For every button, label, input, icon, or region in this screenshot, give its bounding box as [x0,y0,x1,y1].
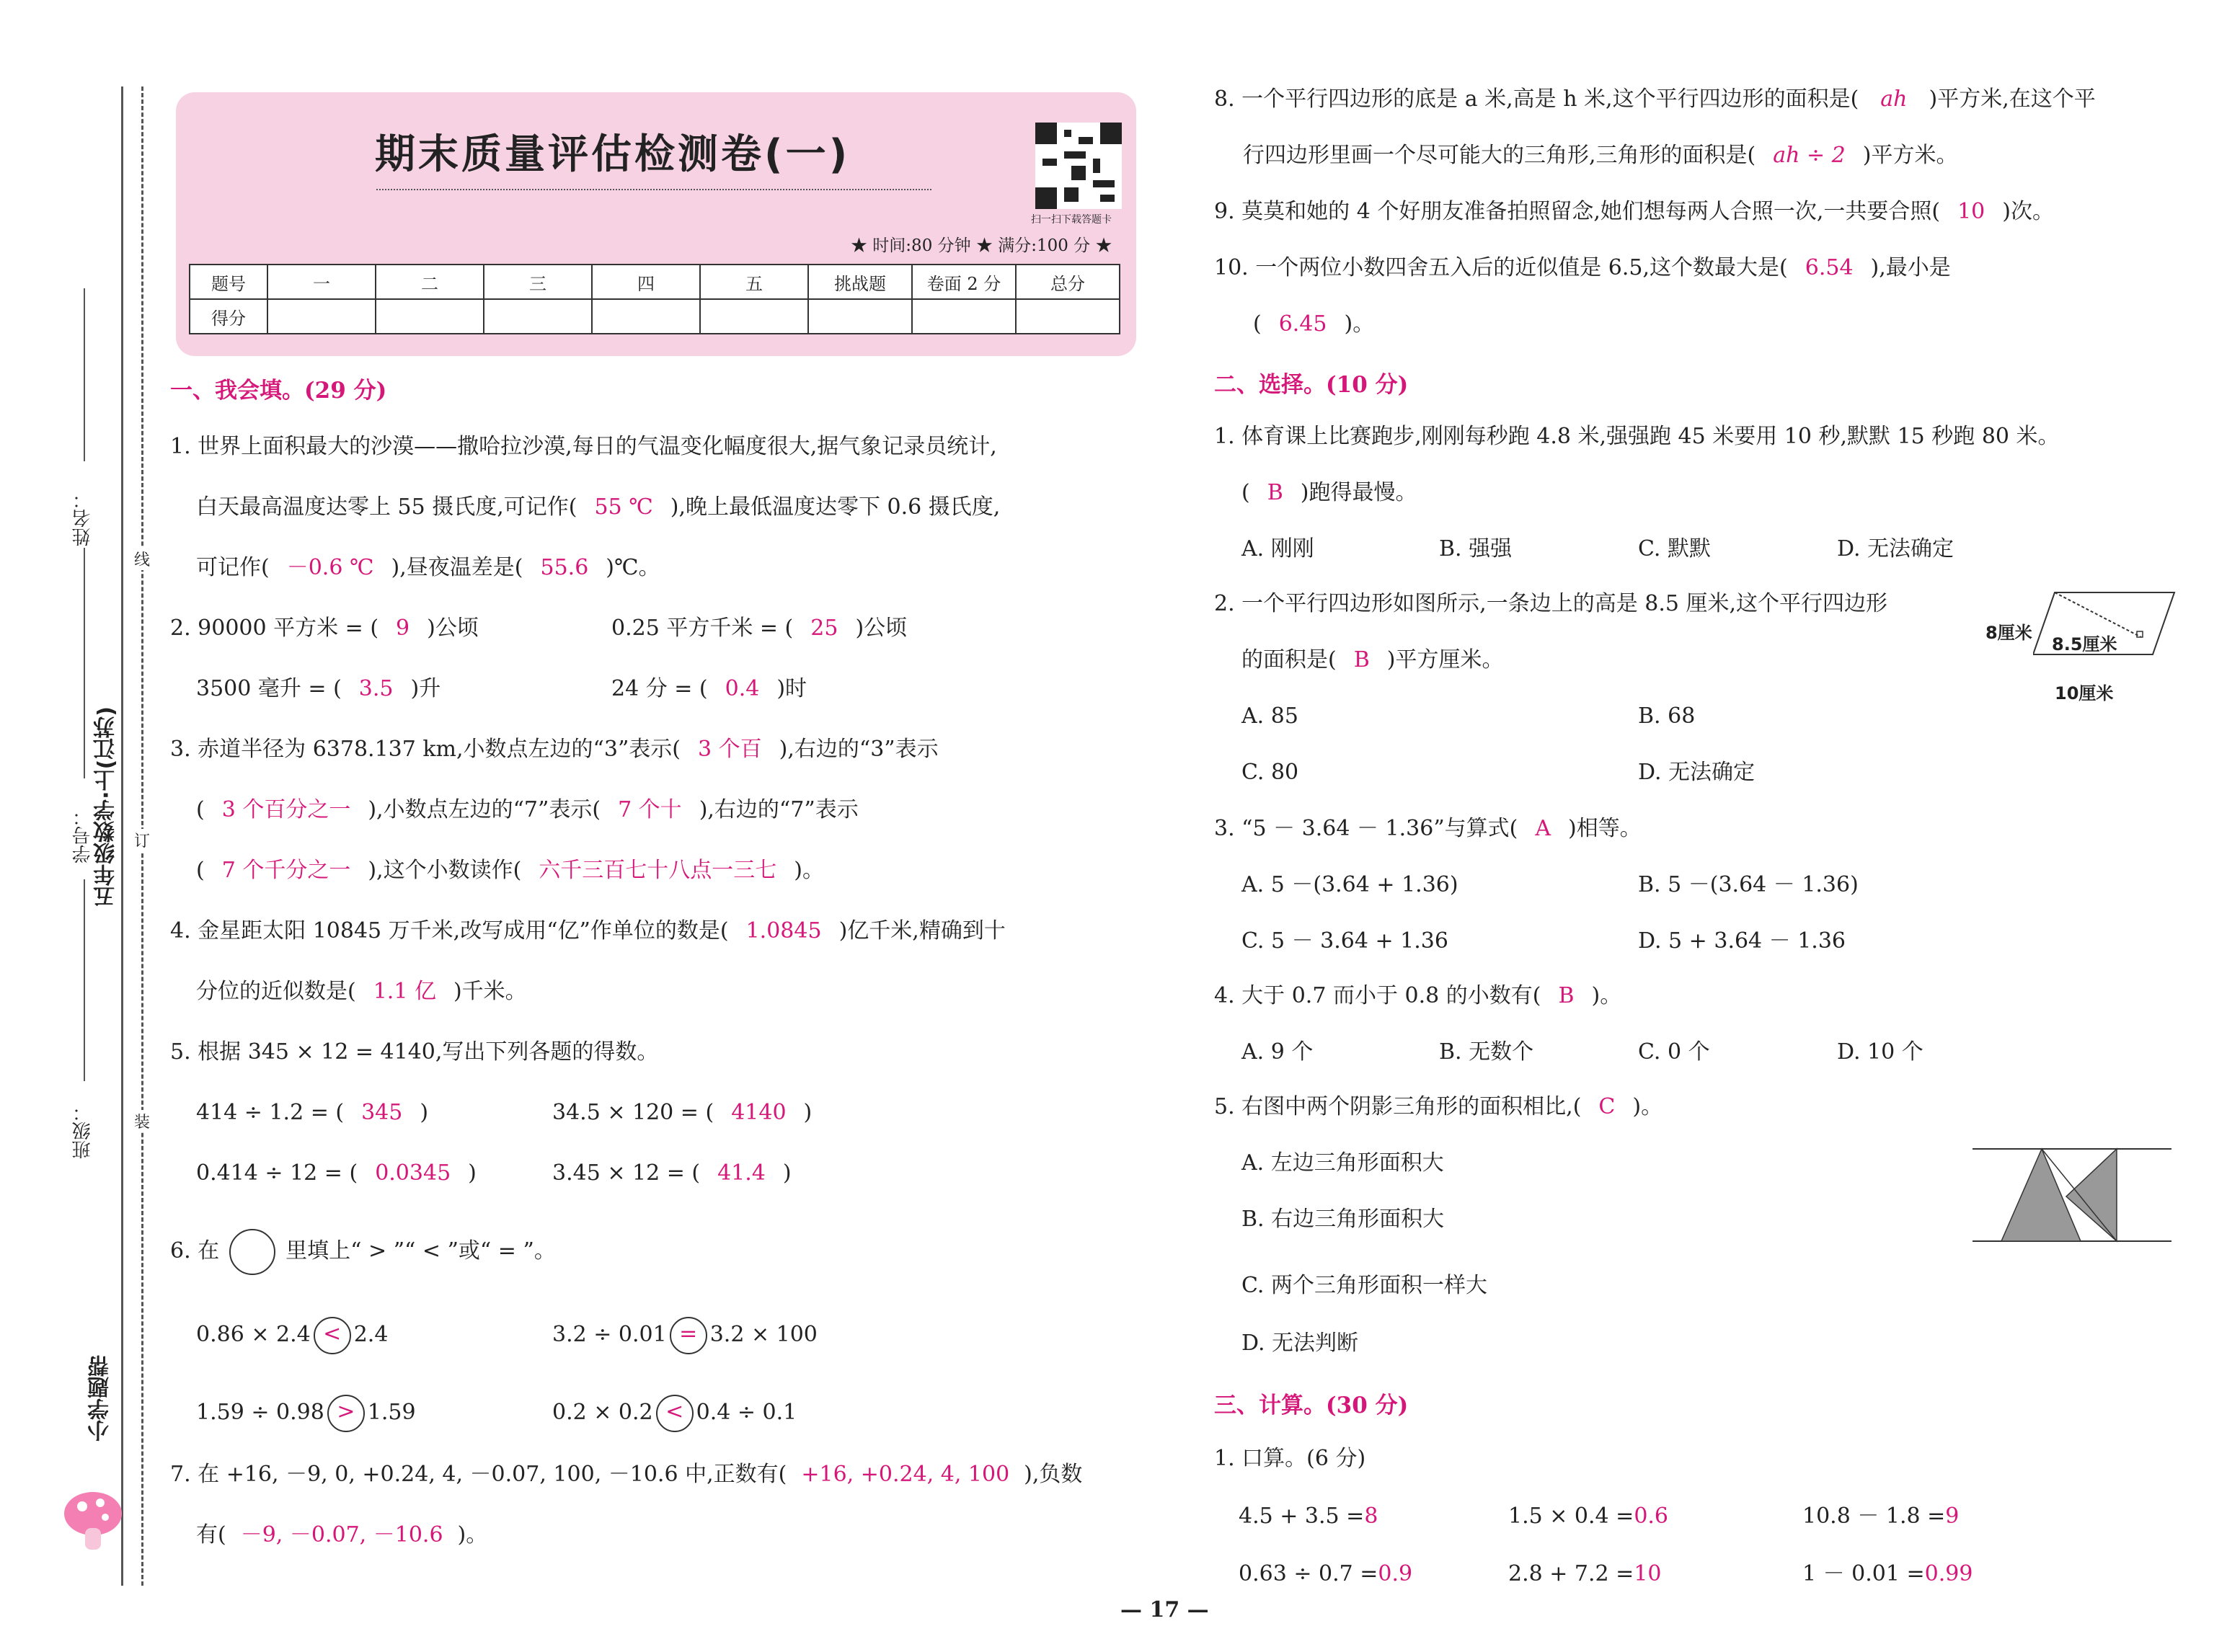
s2-q3-option-d[interactable]: D. 5 + 3.64 － 1.36 [1638,928,1846,954]
answer: 0.9 [1378,1561,1413,1586]
answer: 8 [1364,1504,1378,1529]
table-cell: 一 [267,265,376,299]
answer: 6.54 [1805,255,1854,280]
answer: B [1558,983,1575,1008]
answer: 10 [1957,199,1985,224]
table-cell: 挑战题 [808,265,912,299]
q5-line3a: 0.414 ÷ 12 = ( 0.0345 ) [196,1160,477,1186]
answer: 六千三百七十八点一三七 [539,858,777,883]
answer: 3.5 [358,676,394,701]
q5-line2b: 34.5 × 120 = ( 4140 ) [552,1100,813,1125]
table-cell: 四 [592,265,700,299]
s2-q3-line1: 3. “5 － 3.64 － 1.36”与算式( A )相等。 [1214,816,1642,841]
name-label: 姓名： [72,490,94,546]
s2-q1-line1: 1. 体育课上比赛跑步,刚刚每秒跑 4.8 米,强强跑 45 米要用 10 秒,默默 15 秒跑 80 米。 [1214,424,2060,449]
answer: 0.99 [1924,1561,1973,1586]
qr-code-icon[interactable] [1035,123,1122,209]
calc-item: 1.5 × 0.4 =0.6 [1508,1504,1669,1529]
table-cell: 卷面 2 分 [912,265,1016,299]
s2-q2-option-a[interactable]: A. 85 [1241,703,1298,729]
s2-q1-option-b[interactable]: B. 强强 [1439,536,1513,561]
class-label: 班级： [72,1103,94,1159]
s2-q2-option-d[interactable]: D. 无法确定 [1638,760,1756,785]
s2-q2-option-c[interactable]: C. 80 [1241,760,1299,785]
id-underline [84,548,85,778]
s2-q3-option-b[interactable]: B. 5 －(3.64 － 1.36) [1638,872,1859,897]
class-underline [84,879,85,1081]
q4-line2: 分位的近似数是( 1.1 亿 )千米。 [196,979,527,1004]
answer: 41.4 [717,1160,766,1186]
score-cell[interactable] [808,299,912,334]
answer: 9 [1945,1504,1960,1529]
table-cell: 三 [484,265,592,299]
answer: 3 个百分之一 [221,797,351,822]
q6-line3b: 0.2 × 0.2 < 0.4 ÷ 0.1 [552,1393,797,1433]
page-title: 期末质量评估检测卷(一) [375,131,851,178]
score-cell[interactable] [1016,299,1120,334]
calc-item: 0.63 ÷ 0.7 =0.9 [1239,1561,1413,1586]
s2-q4-option-a[interactable]: A. 9 个 [1241,1039,1314,1065]
s2-q4-option-d[interactable]: D. 10 个 [1837,1039,1923,1065]
q6-line2a: 0.86 × 2.4 < 2.4 [196,1315,388,1355]
cut-mark-3: 装 [134,1110,150,1132]
table-cell: 五 [700,265,808,299]
qr-caption: 扫一扫下载答题卡 [1031,214,1112,226]
s2-q1-option-a[interactable]: A. 刚刚 [1241,536,1314,561]
q9-line1: 9. 莫莫和她的 4 个好朋友准备拍照留念,她们想每两人合照一次,一共要合照( 10 )次。 [1214,199,2054,224]
s2-q2-line2: 的面积是( B )平方厘米。 [1241,647,1504,672]
q3-line3: ( 7 个千分之一 ),这个小数读作( 六千三百七十八点一三七 )。 [196,858,825,883]
s2-q5-option-a[interactable]: A. 左边三角形面积大 [1241,1150,1444,1176]
s2-q3-option-a[interactable]: A. 5 －(3.64 + 1.36) [1241,872,1458,897]
answer: 25 [810,616,838,641]
answer: 0.4 [725,676,760,701]
s2-q5-option-b[interactable]: B. 右边三角形面积大 [1241,1207,1445,1232]
name-underline [84,288,85,461]
s2-q2-option-b[interactable]: B. 68 [1638,703,1696,729]
s2-q3-option-c[interactable]: C. 5 － 3.64 + 1.36 [1241,928,1448,954]
section-1-title: 一、我会填。(29 分) [170,378,387,404]
answer: B [1353,647,1370,672]
page-number: — 17 — [1120,1597,1209,1622]
s2-q5-line1: 5. 右图中两个阴影三角形的面积相比,( C )。 [1214,1094,1663,1119]
s2-q4-line1: 4. 大于 0.7 而小于 0.8 的小数有( B )。 [1214,983,1622,1008]
score-table-header-row [190,265,1120,299]
figure-label-side: 8厘米 [1985,623,2032,643]
answer: 55 ℃ [594,494,653,520]
q8-line2: 行四边形里画一个尽可能大的三角形,三角形的面积是( ah ÷ 2 )平方米。 [1243,143,1958,168]
compare-circle[interactable]: < [314,1317,351,1354]
s2-q4-option-c[interactable]: C. 0 个 [1638,1039,1710,1065]
cut-mark-1: 线 [134,548,150,570]
section-3-title: 三、计算。(30 分) [1214,1393,1409,1418]
answer: A [1535,816,1551,841]
answer: 7 个十 [618,797,682,822]
score-cell[interactable] [912,299,1016,334]
q5-line2a: 414 ÷ 1.2 = ( 345 ) [196,1100,429,1125]
q3-line1: 3. 赤道半径为 6378.137 km,小数点左边的“3”表示( 3 个百 ),右边的“3”表示 [170,737,939,762]
answer: 345 [361,1100,403,1125]
blank-circle [229,1229,275,1275]
q6-line2b: 3.2 ÷ 0.01 = 3.2 × 100 [552,1315,818,1355]
answer: －9, －0.07, －10.6 [240,1522,443,1547]
score-cell[interactable] [592,299,700,334]
score-table-score-row [190,299,1120,334]
s2-q1-line2: ( B )跑得最慢。 [1241,480,1417,505]
cut-mark-2: 订 [134,829,150,851]
s2-q5-option-d[interactable]: D. 无法判断 [1241,1331,1359,1356]
q6-line1: 6. 在 里填上“ > ”“ < ”或“ = ”。 [170,1228,556,1275]
mushroom-logo [61,1485,125,1560]
q7-line2: 有( －9, －0.07, －10.6 )。 [196,1522,488,1547]
answer: 7 个千分之一 [221,858,351,883]
answer: 1.0845 [745,918,822,943]
answer: 6.45 [1278,311,1327,337]
s2-q2-line1: 2. 一个平行四边形如图所示,一条边上的高是 8.5 厘米,这个平行四边形 [1214,591,1888,616]
shaded-triangles-figure [1973,1146,2171,1247]
answer: －0.6 ℃ [286,555,374,580]
answer: 4140 [731,1100,787,1125]
figure-label-height: 8.5厘米 [2052,634,2117,654]
score-cell[interactable] [700,299,808,334]
figure-label-base: 10厘米 [2055,683,2114,703]
answer: 3 个百 [698,737,762,762]
q6-line3a: 1.59 ÷ 0.98 > 1.59 [196,1393,416,1433]
table-cell: 总分 [1016,265,1120,299]
q2-line1b: 0.25 平方千米 = ( 25 )公顷 [611,616,908,641]
answer: 1.1 亿 [373,979,436,1004]
calc-item: 4.5 + 3.5 =8 [1239,1504,1378,1529]
calc-item: 10.8 － 1.8 =9 [1802,1504,1960,1529]
q1-line1: 1. 世界上面积最大的沙漠——撒哈拉沙漠,每日的气温变化幅度很大,据气象记录员统计, [170,434,997,459]
answer: 9 [396,616,410,641]
answer: ah ÷ 2 [1773,143,1846,168]
section-2-title: 二、选择。(10 分) [1214,372,1409,398]
q1-line2: 白天最高温度达零上 55 摄氏度,可记作( 55 ℃ ),晚上最低温度达零下 0.6 摄氏度, [196,494,1001,520]
calc-item: 2.8 + 7.2 =10 [1508,1561,1662,1586]
q10-line1: 10. 一个两位小数四舍五入后的近似值是 6.5,这个数最大是( 6.54 ),最小是 [1214,255,1951,280]
score-table [189,264,1120,334]
s2-q1-option-c[interactable]: C. 默默 [1638,536,1711,561]
s3-q1-title: 1. 口算。(6 分) [1214,1446,1366,1471]
answer: +16, +0.24, 4, 100 [801,1462,1010,1487]
answer: 55.6 [540,555,589,580]
q5-line1: 5. 根据 345 × 12 = 4140,写出下列各题的得数。 [170,1039,659,1065]
calc-item: 1 － 0.01 =0.99 [1802,1561,1973,1586]
id-label: 学号： [72,807,94,863]
s2-q1-option-d[interactable]: D. 无法确定 [1837,536,1954,561]
answer: C [1598,1094,1616,1119]
q5-line3b: 3.45 × 12 = ( 41.4 ) [552,1160,792,1186]
book-label: 五年级数学·上(江苏) [94,706,119,907]
answer: B [1267,480,1283,505]
score-cell[interactable] [484,299,592,334]
score-cell[interactable] [267,299,376,334]
compare-circle[interactable]: > [327,1395,365,1432]
answer: 0.6 [1634,1504,1669,1529]
brand-label: 小学题帮 [88,1355,113,1442]
answer: 0.0345 [375,1160,451,1186]
q1-line3: 可记作( －0.6 ℃ ),昼夜温差是( 55.6 )℃。 [196,555,660,580]
answer: ah [1880,86,1908,112]
exam-meta: ★ 时间:80 分钟 ★ 满分:100 分 ★ [851,236,1112,255]
compare-circle[interactable]: = [670,1317,707,1354]
q2-line1a: 2. 90000 平方米 = ( 9 )公顷 [170,616,479,641]
q10-line2: ( 6.45 )。 [1253,311,1375,337]
table-cell: 题号 [190,265,267,299]
q8-line1: 8. 一个平行四边形的底是 a 米,高是 h 米,这个平行四边形的面积是( ah )平方米,在这个平 [1214,86,2096,112]
q2-line2a: 3500 毫升 = ( 3.5 )升 [196,676,441,701]
table-cell: 二 [376,265,484,299]
title-underline [376,189,931,190]
answer: 10 [1634,1561,1662,1586]
s2-q4-option-b[interactable]: B. 无数个 [1439,1039,1534,1065]
q7-line1: 7. 在 +16, －9, 0, +0.24, 4, －0.07, 100, －10.6 中,正数有( +16, +0.24, 4, 100 ),负数 [170,1462,1083,1487]
score-cell[interactable] [376,299,484,334]
q3-line2: ( 3 个百分之一 ),小数点左边的“7”表示( 7 个十 ),右边的“7”表示 [196,797,859,822]
q4-line1: 4. 金星距太阳 10845 万千米,改写成用“亿”作单位的数是( 1.0845 )亿千米,精确到十 [170,918,1006,943]
s2-q5-option-c[interactable]: C. 两个三角形面积一样大 [1241,1273,1487,1298]
q2-line2b: 24 分 = ( 0.4 )时 [611,676,807,701]
table-cell: 得分 [190,299,267,334]
compare-circle[interactable]: < [656,1395,694,1432]
